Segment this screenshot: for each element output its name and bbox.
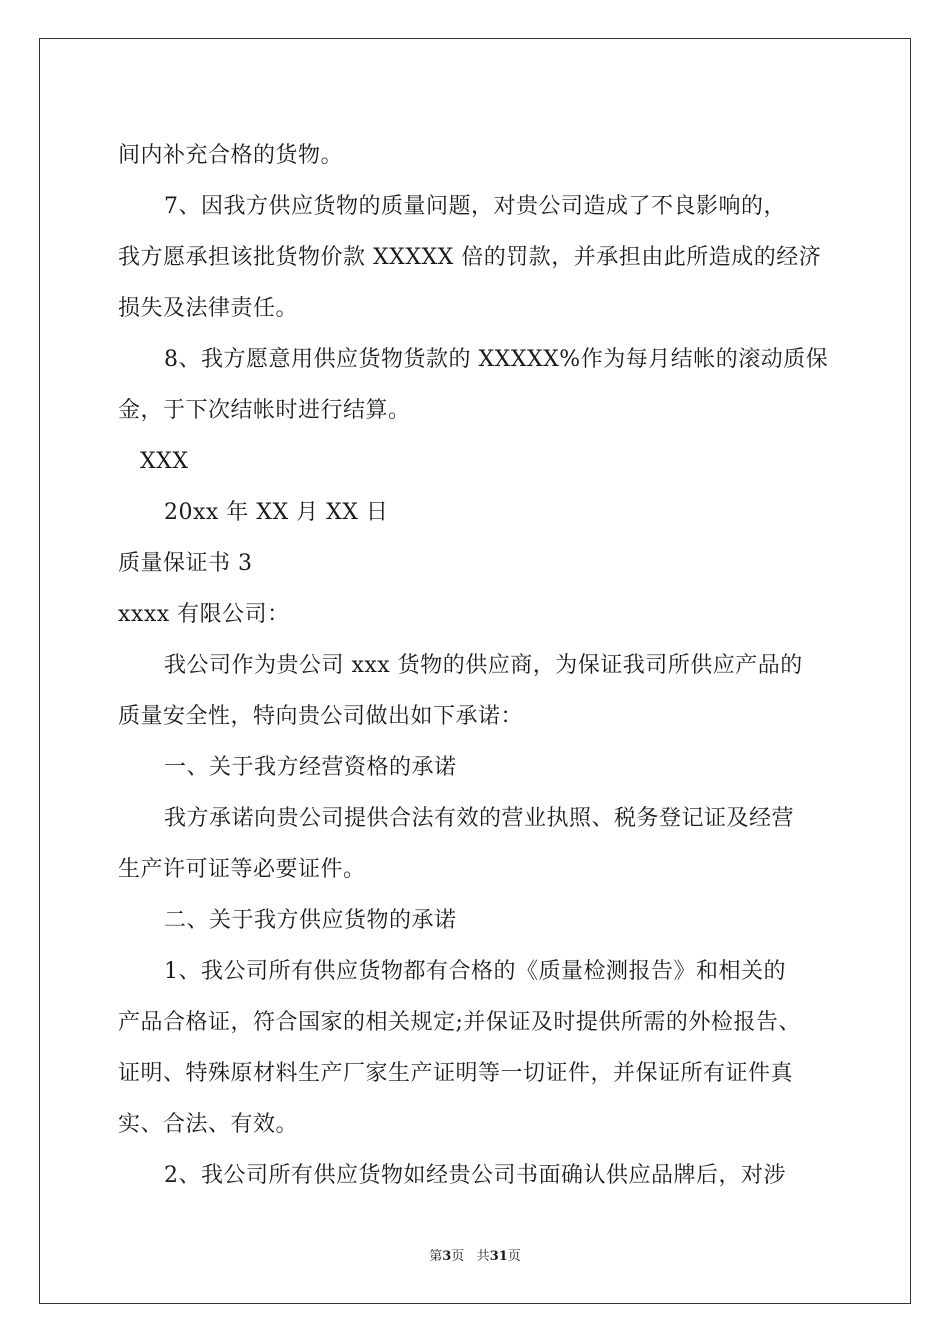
document-body xyxy=(118,130,838,1201)
text-line: 质量安全性，特向贵公司做出如下承诺： xyxy=(118,704,524,729)
footer-total-prefix: 共 xyxy=(476,1249,490,1264)
text-line: 8、我方愿意用供应货物货款的 XXXXX%作为每月结帐的滚动质保 xyxy=(164,347,829,372)
text-line: 我方愿承担该批货物价款 XXXXX 倍的罚款，并承担由此所造成的经济 xyxy=(118,245,822,270)
text-line: 质量保证书 3 xyxy=(118,551,253,576)
footer-page-number: 3 xyxy=(442,1249,452,1264)
page-footer xyxy=(0,1248,950,1266)
text-line: 证明、特殊原材料生产厂家生产证明等一切证件，并保证所有证件真 xyxy=(118,1061,794,1086)
text-line: xxxx 有限公司： xyxy=(118,602,290,627)
text-line: 1、我公司所有供应货物都有合格的《质量检测报告》和相关的 xyxy=(164,959,786,984)
text-line: 实、合法、有效。 xyxy=(118,1112,299,1137)
text-line: 20xx 年 XX 月 XX 日 xyxy=(164,500,389,525)
text-line: XXX xyxy=(140,449,189,474)
text-line: 我方承诺向贵公司提供合法有效的营业执照、税务登记证及经营 xyxy=(164,806,795,831)
text-line: 生产许可证等必要证件。 xyxy=(118,857,366,882)
footer-page-suffix: 页 xyxy=(451,1249,465,1264)
text-line: 一、关于我方经营资格的承诺 xyxy=(164,755,457,780)
text-line: 损失及法律责任。 xyxy=(118,296,299,321)
text-line: 金，于下次结帐时进行结算。 xyxy=(118,398,411,423)
text-line: 二、关于我方供应货物的承诺 xyxy=(164,908,457,933)
text-line: 2、我公司所有供应货物如经贵公司书面确认供应品牌后，对涉 xyxy=(164,1163,786,1188)
footer-total-pages: 31 xyxy=(489,1249,508,1264)
footer-total-suffix: 页 xyxy=(507,1249,521,1264)
text-line: 7、因我方供应货物的质量问题，对贵公司造成了不良影响的， xyxy=(164,194,786,219)
text-line: 间内补充合格的货物。 xyxy=(118,143,344,168)
text-line: 我公司作为贵公司 xxx 货物的供应商，为保证我司所供应产品的 xyxy=(164,653,803,678)
footer-prefix: 第 xyxy=(429,1249,443,1264)
text-line: 产品合格证，符合国家的相关规定;并保证及时提供所需的外检报告、 xyxy=(118,1010,801,1035)
